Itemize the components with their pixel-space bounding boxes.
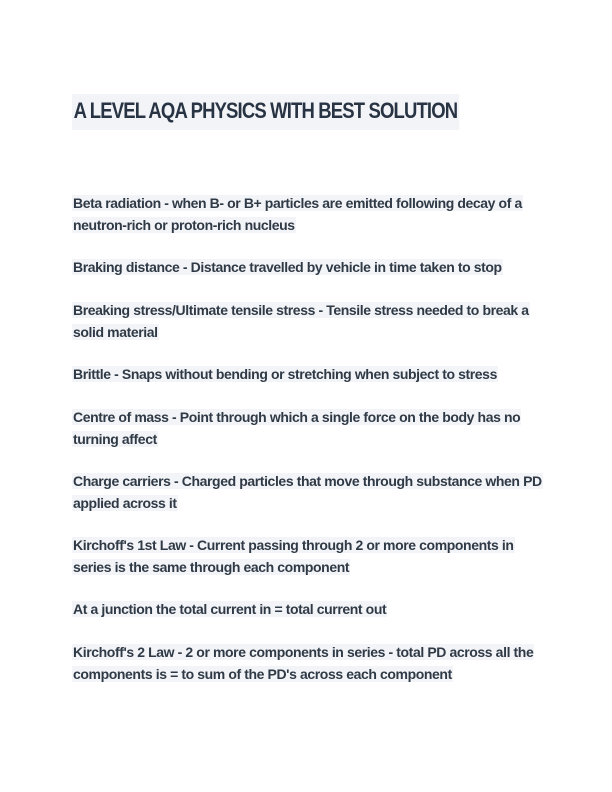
glossary-entry-junction-current <box>72 598 542 620</box>
glossary-entry-breaking-stress <box>72 299 542 343</box>
glossary-entry-brittle <box>72 363 542 385</box>
glossary-entry-braking-distance <box>72 256 542 278</box>
page-title: A LEVEL AQA PHYSICS WITH BEST SOLUTION <box>72 94 459 130</box>
glossary-entry-text: Brittle - Snaps without bending or stretching when subject to stress <box>73 366 497 382</box>
glossary-entry-beta-radiation <box>72 192 542 236</box>
glossary-entry-text: Braking distance - Distance travelled by vehicle in time taken to stop <box>73 259 502 275</box>
glossary-entry-text: Kirchoff's 1st Law - Current passing through 2 or more components in series is the same through each component <box>73 537 514 575</box>
glossary-entry-centre-of-mass <box>72 406 542 450</box>
glossary-entry-text: Beta radiation - when B- or B+ particles are emitted following decay of a neutron-rich or proton-rich nucleus <box>73 195 522 233</box>
glossary-entry-kirchoffs-1st-law <box>72 534 542 578</box>
glossary-entry-text: Charge carriers - Charged particles that move through substance when PD applied across it <box>73 473 542 511</box>
glossary-entry-charge-carriers <box>72 470 542 514</box>
glossary-entry-text: Kirchoff's 2 Law - 2 or more components in series - total PD across all the components is = to sum of the PD's across each component <box>73 644 534 682</box>
glossary-entry-text: Centre of mass - Point through which a single force on the body has no turning affect <box>73 409 521 447</box>
glossary-list <box>72 192 542 705</box>
glossary-entry-text: At a junction the total current in = total current out <box>73 601 387 617</box>
glossary-entry-text: Breaking stress/Ultimate tensile stress - Tensile stress needed to break a solid material <box>73 302 529 340</box>
glossary-entry-kirchoffs-2-law <box>72 641 542 685</box>
